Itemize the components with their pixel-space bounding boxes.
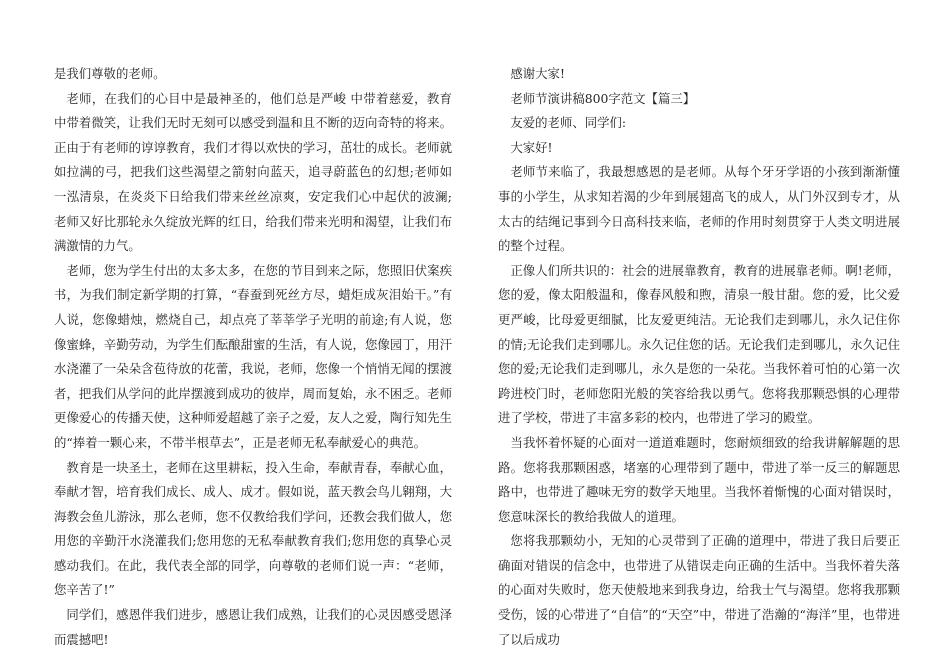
paragraph: 老师节来临了，我最想感恩的是老师。从每个牙牙学语的小孩到渐渐懂事的小学生，从求知若渴的少年到展翅高飞的成人，从门外汉到专才，从太古的结绳记事到今日高科技来临，老师的作用时刻贯穿于人类文明进展的整个过程。 <box>498 164 900 254</box>
greeting: 大家好! <box>510 139 553 155</box>
left-column <box>54 62 452 652</box>
paragraph: 感谢大家! <box>510 66 565 81</box>
salutation: 友爱的老师、同学们: <box>510 115 627 131</box>
right-column <box>498 62 900 652</box>
paragraph: 教育是一块圣土，老师在这里耕耘，投入生命，奉献青春，奉献心血，奉献才智，培育我们成长、成人、成才。假如说，蓝天教会鸟儿翱翔，大海教会鱼儿游泳，那么老师，您不仅教给我们学问，还教会我们做人，您用您的辛勤汗水浇灌我们;您用您的无私奉献教育我们;您用您的真挚心灵感动我们。在此，我代表全部的同学，向尊敬的老师们说一声：“老师，您辛苦了!” <box>54 459 452 598</box>
paragraph: 老师，在我们的心目中是最神圣的，他们总是严峻 中带着慈爱，教育中带着微笑，让我们无时无刻可以感受到温和且不断的迈向奇特的将来。正由于有老师的谆谆教育，我们才得以欢快的学习，茁壮的成长。老师就如拉满的弓，把我们这些渴望之箭射向蓝天，追寻蔚蓝色的幻想;老师如一泓清泉，在炎炎下日给我们带来丝丝凉爽，安定我们心中起伏的波澜;老师又好比那轮永久绽放光辉的红日，给我们带来光明和渴望，让我们布满激情的力气。 <box>54 90 452 254</box>
paragraph: 老师，您为学生付出的太多太多，在您的节目到来之际，您照旧伏案疾书，为我们制定新学期的打算，“春蚕到死丝方尽，蜡炬成灰泪始干。”有人说，您像蜡烛，燃烧自己，却点亮了莘莘学子光明的前途;有人说，您像蜜蜂，辛勤劳动，为学生们酝酿甜蜜的生活，有人说，您像园丁，用汗水浇灌了一朵朵含苞待放的花蕾，我说，老师，您像一个悄悄无闻的摆渡者，把我们从学问的此岸摆渡到成功的彼岸，周而复始，永不困乏。老师更像爱心的传播天使，这种师爱超越了亲子之爱，友人之爱，陶行知先生的“捧着一颗心来，不带半根草去”，正是老师无私奉献爱心的典范。 <box>54 262 452 450</box>
paragraph: 正像人们所共识的：社会的进展靠教育，教育的进展靠老师。啊!老师，您的爱，像太阳般温和，像春风般和煦，清泉一般甘甜。您的爱，比父爱更严峻，比母爱更细腻，比友爱更纯洁。无论我们走到哪儿，永久记住你的情;无论我们走到哪儿。永久记住您的话。无论我们走到哪儿，永久记住您的爱;无论我们走到哪儿，永久是您的一朵花。当我怀着可怕的心第一次跨进校门时，老师您阳光般的笑容给我以勇气。您将我那颗恐惧的心理带进了学校，带进了丰富多彩的校内，也带进了学习的殿堂。 <box>498 262 900 426</box>
paragraph: 您将我那颗幼小，无知的心灵带到了正确的道理中，带进了我日后要正确面对错误的信念中，也带进了从错误走向正确的生活中。当我怀着失落的心面对失败时，您天使般地来到我身边，给我士气与渴望。您将我那颗受伤，馁的心带进了“自信”的“天空”中，带进了浩瀚的“海洋”里，也带进了以后成功 <box>498 533 900 647</box>
paragraph: 是我们尊敬的老师。 <box>54 66 166 81</box>
paragraph: 当我怀着怀疑的心面对一道道难题时，您耐烦细致的给我讲解解题的思路。您将我那颗困惑，堵塞的心理带到了题中，带进了举一反三的解题思路中，也带进了趣味无穷的数学天地里。当我怀着惭愧的心面对错误时，您意味深长的教给我做人的道理。 <box>498 434 900 524</box>
paragraph: 同学们，感恩伴我们进步，感恩让我们成熟，让我们的心灵因感受恩泽而震撼吧! <box>54 607 452 647</box>
section-title: 老师节演讲稿800字范文【篇三】 <box>510 90 696 106</box>
